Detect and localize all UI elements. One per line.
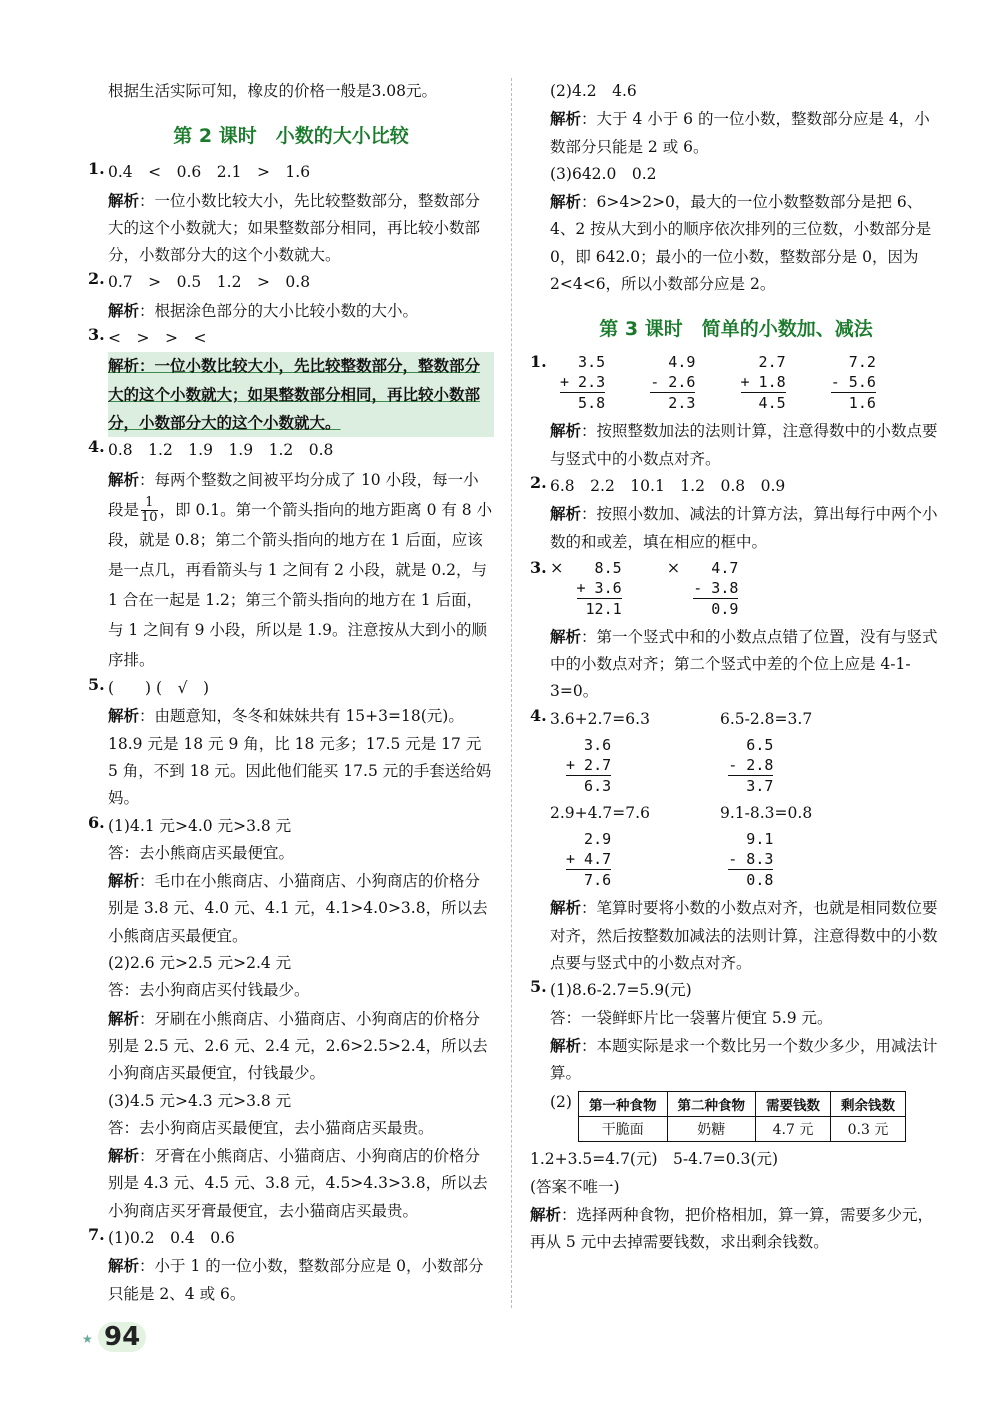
answer: 0.8 1.2 1.9 1.9 1.2 0.8 xyxy=(108,441,334,460)
question-number: 7. xyxy=(88,1225,105,1244)
analysis-text: ：笔算时要将小数的小数点对齐，也就是相同数位要对齐，然后按整数加减法的法则计算，注意得数中的小数点要与竖式中的小数点对齐。 xyxy=(550,899,938,972)
analysis-label: 解析 xyxy=(550,898,582,918)
fraction-denominator: 10 xyxy=(141,510,158,526)
analysis-label: 解析 xyxy=(108,356,140,376)
question-number: 6. xyxy=(88,812,105,832)
vertical-calc: 7.2 - 5.6 1.6 xyxy=(830,353,876,413)
part-2: (2)2.6 元>2.5 元>2.4 元 xyxy=(108,954,292,973)
section-3-title: 第 3 课时 简单的小数加、减法 xyxy=(599,318,873,341)
analysis-text: ，即 0.1。第一个箭头指向的地方距离 0 有 8 小段，就是 0.8；第二个箭头指向的地方在 1 后面，应该是一点几，再看箭头与 1 之间有 2 小段，就是 0.2，与 1 合在一起是 1.2；第三个箭头指向的地方在 1 后面，与 1 之间有 9 小段，所以是 1.9。注意按从大到小的顺序排。 xyxy=(108,500,493,670)
table-header: 第二种食物 xyxy=(667,1092,756,1117)
question-1 xyxy=(530,352,942,473)
answer: 0.4 < 0.6 2.1 > 1.6 xyxy=(108,163,311,182)
answer: 6.8 2.2 10.1 1.2 0.8 0.9 xyxy=(550,476,786,495)
analysis-text: ：选择两种食物，把价格相加，算一算，需要多少元，再从 5 元中去掉需要钱数，求出剩余钱数。 xyxy=(530,1206,934,1252)
analysis-text: ：大于 4 小于 6 的一位小数，整数部分应是 4，小数部分只能是 2 或 6。 xyxy=(550,110,930,156)
question-7 xyxy=(88,1225,494,1308)
question-number: 4. xyxy=(88,437,105,457)
table-cell: 干脆面 xyxy=(579,1117,668,1142)
question-4 xyxy=(88,437,494,675)
analysis-text: ：一位小数比较大小，先比较整数部分，整数部分大的这个小数就大；如果整数部分相同，再比较小数部分，小数部分大的这个小数就大。 xyxy=(108,191,481,265)
equation: 3.6+2.7=6.3 xyxy=(550,709,650,728)
vertical-calcs xyxy=(550,352,942,413)
column-divider xyxy=(511,78,512,1308)
note: (答案不唯一) xyxy=(530,1177,620,1196)
analysis-text: ：由题意知，冬冬和妹妹共有 15+3=18(元)。18.9 元是 18 元 9 角，比 18 元多；17.5 元是 17 元 5 角，不到 18 元。因此他们能买 17.5 元的手套送给妈妈。 xyxy=(108,707,492,808)
question-5 xyxy=(530,977,942,1256)
vertical-calc: 2.7 + 1.8 4.5 xyxy=(740,353,786,413)
answer: < > > < xyxy=(108,329,207,348)
question-number: 5. xyxy=(88,675,105,695)
analysis-text: ：第一个竖式中和的小数点点错了位置，没有与竖式中的小数点对齐；第二个竖式中差的个位上应是 4-1-3=0。 xyxy=(550,627,938,701)
right-column xyxy=(530,78,942,1257)
analysis-label: 解析 xyxy=(550,626,582,646)
star-icon: ★ xyxy=(82,1332,93,1346)
question-3 xyxy=(88,325,494,437)
vertical-calcs xyxy=(550,829,942,890)
analysis-text: ：根据涂色部分的大小比较小数的大小。 xyxy=(139,301,419,320)
question-2 xyxy=(530,473,942,556)
analysis-label: 解析 xyxy=(108,871,140,891)
answer-2: 答：去小狗商店买付钱最少。 xyxy=(108,981,310,1000)
vertical-calc: 4.7 - 3.8 0.9 xyxy=(693,558,739,618)
analysis-text: ：小于 1 的一位小数，整数部分应是 0，小数部分只能是 2、4 或 6。 xyxy=(108,1257,484,1303)
analysis-text: ：按照整数加法的法则计算，注意得数中的小数点要与竖式中的小数点对齐。 xyxy=(550,422,938,468)
fraction-numerator: 1 xyxy=(145,495,154,511)
question-number: 5. xyxy=(530,977,547,997)
analysis-label: 解析 xyxy=(550,504,582,524)
part-1: (1)8.6-2.7=5.9(元) xyxy=(550,981,692,1000)
table-row xyxy=(579,1117,906,1142)
answer-table xyxy=(578,1091,906,1142)
question-number: 2. xyxy=(88,269,105,289)
vertical-calc: 2.9 + 4.7 7.6 xyxy=(566,830,612,890)
answer: ( ) ( √ ) xyxy=(108,679,209,698)
part-1: (1)4.1 元>4.0 元>3.8 元 xyxy=(108,816,292,835)
q7-part-3: (3)642.0 0.2 xyxy=(550,164,657,183)
question-number: 1. xyxy=(530,352,547,372)
analysis-label: 解析 xyxy=(108,1256,140,1276)
vertical-calc: 3.5 + 2.3 5.8 xyxy=(560,353,606,413)
question-2 xyxy=(88,269,494,325)
answer-1: 答：一袋鲜虾片比一袋薯片便宜 5.9 元。 xyxy=(550,1008,833,1027)
part-2: (2) xyxy=(550,1093,572,1112)
vertical-calc: 4.9 - 2.6 2.3 xyxy=(650,353,696,413)
table-cell: 0.3 元 xyxy=(831,1117,906,1142)
table-header: 需要钱数 xyxy=(756,1092,831,1117)
analysis-label: 解析 xyxy=(108,190,140,210)
answer-1: 答：去小熊商店买最便宜。 xyxy=(108,843,295,862)
table-header: 第一种食物 xyxy=(579,1092,668,1117)
analysis-label: 解析 xyxy=(550,1035,582,1055)
table-cell: 奶糖 xyxy=(667,1117,756,1142)
analysis-label: 解析 xyxy=(108,300,140,320)
question-number: 3. xyxy=(88,325,105,345)
analysis-text: ：牙膏在小熊商店、小猫商店、小狗商店的价格分别是 4.3 元、4.5 元、3.8 元，4.5>4.3>3.8，所以去小狗商店买牙膏最便宜，去小猫商店买最贵。 xyxy=(108,1147,488,1220)
question-4 xyxy=(530,706,942,977)
wrong-mark: × xyxy=(666,557,681,577)
analysis-label: 解析 xyxy=(108,469,140,489)
equation: 9.1-8.3=0.8 xyxy=(720,804,813,823)
question-6 xyxy=(88,813,494,1225)
answer-table-wrap xyxy=(550,1091,942,1142)
equation: 2.9+4.7=7.6 xyxy=(550,804,650,823)
answer: 0.7 > 0.5 1.2 > 0.8 xyxy=(108,273,311,292)
intro-text: 根据生活实际可知，橡皮的价格一般是3.08元。 xyxy=(108,82,438,100)
analysis-label: 解析 xyxy=(108,1146,140,1166)
part-3: (3)4.5 元>4.3 元>3.8 元 xyxy=(108,1091,292,1110)
left-column xyxy=(88,78,494,1308)
analysis-label: 解析 xyxy=(108,1008,140,1028)
page-number: 94 xyxy=(98,1322,146,1352)
analysis-text: ：本题实际是求一个数比另一个数少多少，用减法计算。 xyxy=(550,1036,938,1083)
part-1: (1)0.2 0.4 0.6 xyxy=(108,1229,235,1247)
answer-3: 答：去小狗商店买最便宜，去小猫商店买最贵。 xyxy=(108,1118,434,1137)
analysis-label: 解析 xyxy=(108,706,140,726)
equation: 6.5-2.8=3.7 xyxy=(720,709,813,728)
table-header: 剩余钱数 xyxy=(831,1092,906,1117)
vertical-calc: 6.5 - 2.8 3.7 xyxy=(728,736,774,796)
calculation: 1.2+3.5=4.7(元) 5-4.7=0.3(元) xyxy=(530,1150,779,1169)
analysis-label: 解析 xyxy=(530,1205,562,1225)
question-number: 4. xyxy=(530,705,547,725)
analysis-text-highlighted: ：一位小数比较大小，先比较整数部分，整数部分大的这个小数就大；如果整数部分相同，再比较小数部分，小数部分大的这个小数就大。 xyxy=(108,356,481,432)
analysis-label: 解析 xyxy=(550,192,582,212)
vertical-calcs xyxy=(550,735,942,796)
fraction xyxy=(141,496,158,525)
vertical-calc: 8.5 + 3.6 12.1 xyxy=(576,558,622,618)
question-5 xyxy=(88,675,494,812)
wrong-mark: × xyxy=(550,557,564,577)
question-number: 1. xyxy=(88,159,105,179)
question-number: 3. xyxy=(530,557,547,577)
vertical-calcs xyxy=(550,558,942,619)
question-3 xyxy=(530,558,942,706)
question-1 xyxy=(88,159,494,269)
question-number: 2. xyxy=(530,472,547,492)
analysis-text: ：每两个整数之间被平均分成了 10 小段，每一小段是 xyxy=(108,470,479,519)
analysis-label: 解析 xyxy=(550,109,582,129)
analysis-text: ：牙刷在小熊商店、小猫商店、小狗商店的价格分别是 2.5 元、2.6 元、2.4 元，2.6>2.5>2.4，所以去小狗商店买最便宜，付钱最少。 xyxy=(108,1009,488,1083)
analysis-label: 解析 xyxy=(550,421,582,441)
table-cell: 4.7 元 xyxy=(756,1117,831,1142)
vertical-calc: 3.6 + 2.7 6.3 xyxy=(566,736,612,796)
vertical-calc: 9.1 - 8.3 0.8 xyxy=(728,830,774,890)
analysis-text: ：毛巾在小熊商店、小猫商店、小狗商店的价格分别是 3.8 元、4.0 元、4.1 元，4.1>4.0>3.8，所以去小熊商店买最便宜。 xyxy=(108,872,488,945)
section-2-title: 第 2 课时 小数的大小比较 xyxy=(173,125,409,148)
q7-part-2: (2)4.2 4.6 xyxy=(550,82,637,100)
analysis-text: ：6>4>2>0，最大的一位小数整数部分是把 6、4、2 按从大到小的顺序依次排列的三位数，小数部分是 0，即 642.0；最小的一位小数，整数部分是 0，因为 2<4<6，所以小数部分应是 2。 xyxy=(550,193,932,294)
analysis-text: ：按照小数加、减法的计算方法，算出每行中两个小数的和或差，填在相应的框中。 xyxy=(550,505,938,551)
